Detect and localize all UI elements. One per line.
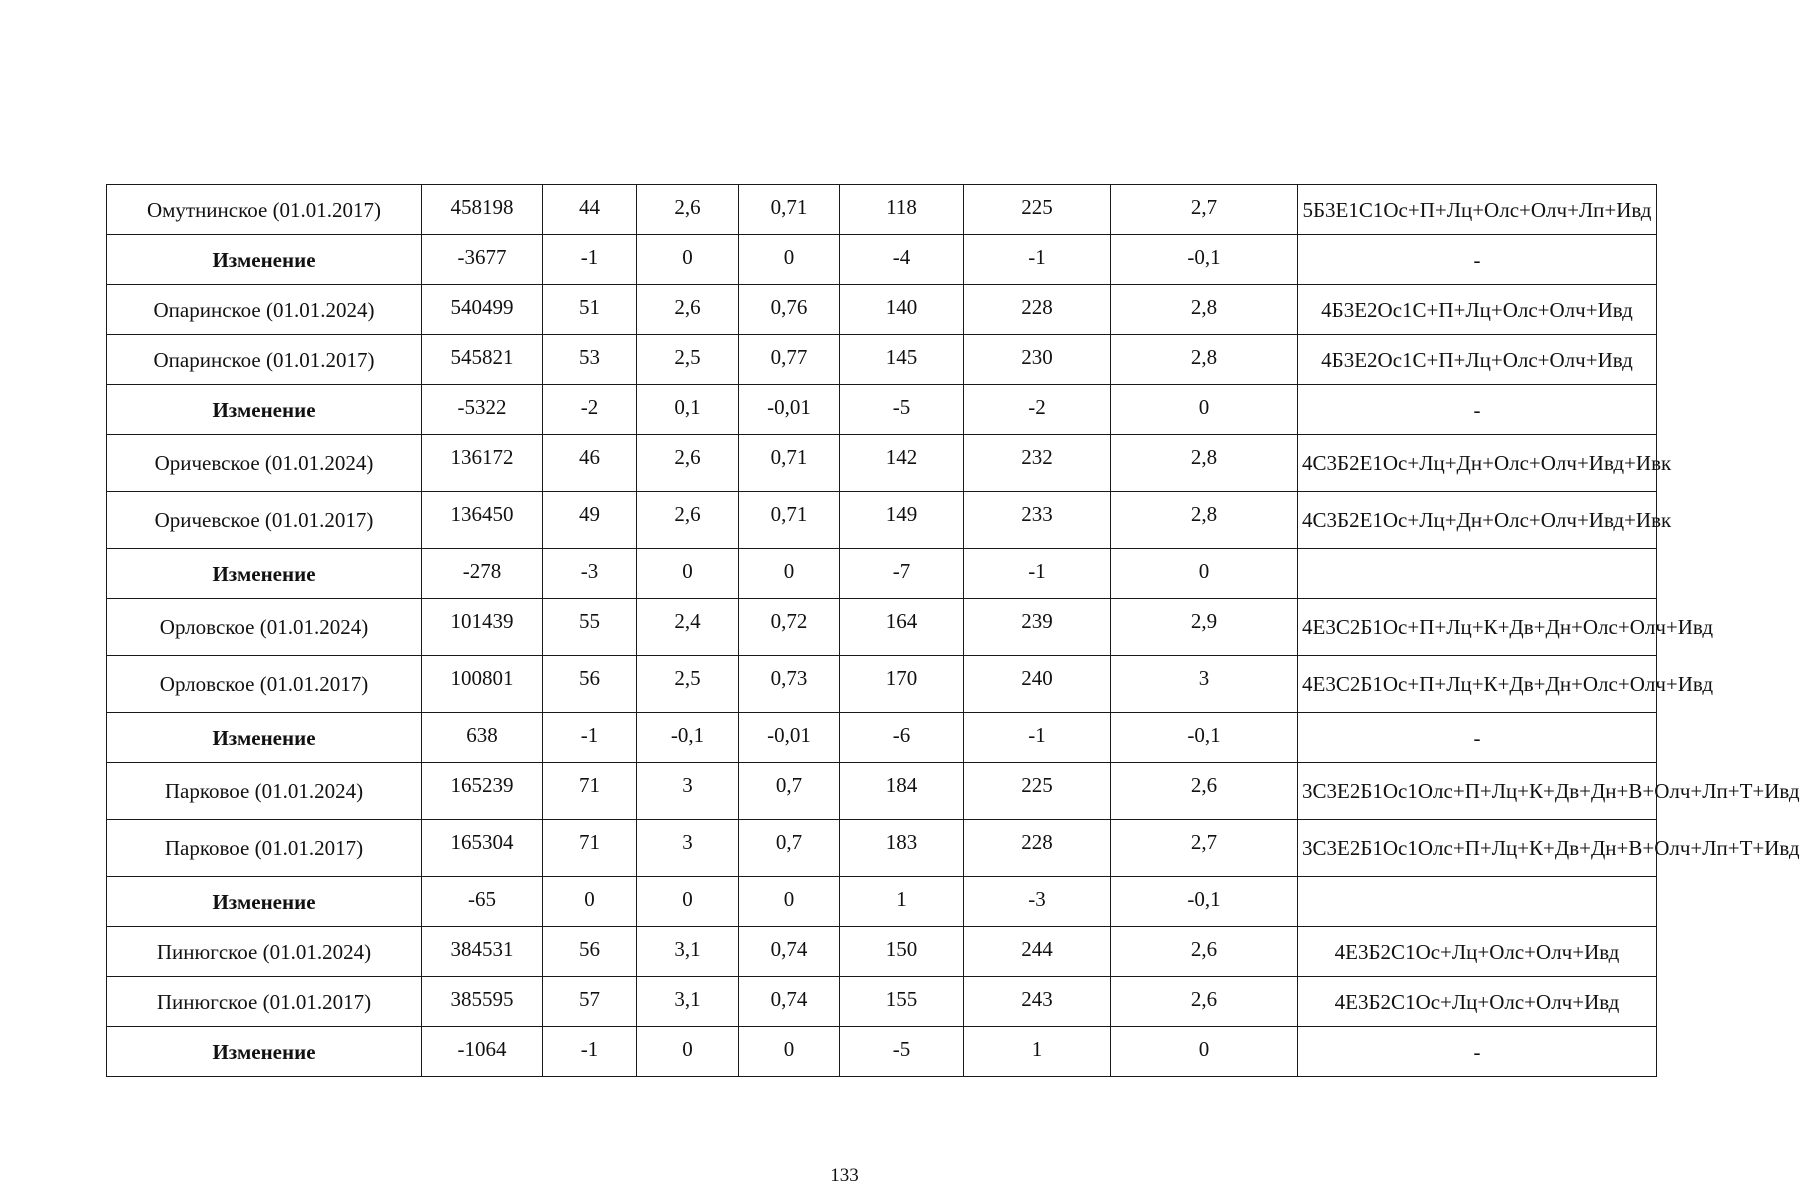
value-cell: 0 xyxy=(637,1027,739,1077)
value-cell: 2,7 xyxy=(1111,820,1298,877)
value-cell: 0,73 xyxy=(739,656,840,713)
value-cell: 71 xyxy=(543,763,637,820)
value-cell: -278 xyxy=(422,549,543,599)
table-row xyxy=(107,435,1657,492)
value-cell: 0 xyxy=(739,549,840,599)
value-cell: 2,7 xyxy=(1111,185,1298,235)
value-cell: 638 xyxy=(422,713,543,763)
value-cell: 0,74 xyxy=(739,977,840,1027)
value-cell: 1 xyxy=(964,1027,1111,1077)
value-cell: 0 xyxy=(739,877,840,927)
value-cell: 1 xyxy=(840,877,964,927)
change-label: Изменение xyxy=(107,549,422,599)
value-cell: 183 xyxy=(840,820,964,877)
table-row xyxy=(107,763,1657,820)
value-cell: -3 xyxy=(543,549,637,599)
value-cell: -1064 xyxy=(422,1027,543,1077)
species-composition-cell: - xyxy=(1298,235,1657,285)
table-row xyxy=(107,285,1657,335)
value-cell: 239 xyxy=(964,599,1111,656)
value-cell: 0 xyxy=(637,877,739,927)
value-cell: -7 xyxy=(840,549,964,599)
value-cell: 545821 xyxy=(422,335,543,385)
change-row xyxy=(107,713,1657,763)
table-row xyxy=(107,977,1657,1027)
value-cell: 136172 xyxy=(422,435,543,492)
species-composition-cell: 4С3Б2Е1Ос+Лц+Дн+Олс+Олч+Ивд+Ивк xyxy=(1298,435,1657,492)
value-cell: -1 xyxy=(543,235,637,285)
table-body xyxy=(107,185,1800,1077)
region-name: Омутнинское (01.01.2017) xyxy=(107,185,422,235)
value-cell: -1 xyxy=(964,549,1111,599)
value-cell: 540499 xyxy=(422,285,543,335)
species-composition-cell xyxy=(1298,877,1657,927)
value-cell: 0,71 xyxy=(739,435,840,492)
region-name: Опаринское (01.01.2017) xyxy=(107,335,422,385)
value-cell: 0,74 xyxy=(739,927,840,977)
value-cell: 51 xyxy=(543,285,637,335)
table-row xyxy=(107,820,1657,877)
value-cell: -0,01 xyxy=(739,385,840,435)
value-cell: 57 xyxy=(543,977,637,1027)
species-composition-cell: 4Е3Б2С1Ос+Лц+Олс+Олч+Ивд xyxy=(1298,977,1657,1027)
region-name: Пинюгское (01.01.2024) xyxy=(107,927,422,977)
value-cell: -3677 xyxy=(422,235,543,285)
value-cell: 2,6 xyxy=(637,435,739,492)
value-cell: 385595 xyxy=(422,977,543,1027)
change-label: Изменение xyxy=(107,385,422,435)
value-cell: 2,5 xyxy=(637,335,739,385)
value-cell: -1 xyxy=(964,235,1111,285)
value-cell: 100801 xyxy=(422,656,543,713)
value-cell: 55 xyxy=(543,599,637,656)
value-cell: 3 xyxy=(637,820,739,877)
region-name: Оричевское (01.01.2024) xyxy=(107,435,422,492)
value-cell: 0 xyxy=(739,1027,840,1077)
value-cell: -5 xyxy=(840,385,964,435)
value-cell: 2,6 xyxy=(1111,977,1298,1027)
value-cell: -1 xyxy=(543,1027,637,1077)
value-cell: 118 xyxy=(840,185,964,235)
species-composition-cell: 4С3Б2Е1Ос+Лц+Дн+Олс+Олч+Ивд+Ивк xyxy=(1298,492,1657,549)
species-composition-cell: 4Б3Е2Ос1С+П+Лц+Олс+Олч+Ивд xyxy=(1298,285,1657,335)
value-cell: 2,8 xyxy=(1111,492,1298,549)
value-cell: -2 xyxy=(964,385,1111,435)
species-composition-cell: 4Е3С2Б1Ос+П+Лц+К+Дв+Дн+Олс+Олч+Ивд xyxy=(1298,599,1657,656)
value-cell: 150 xyxy=(840,927,964,977)
value-cell: 136450 xyxy=(422,492,543,549)
value-cell: 2,8 xyxy=(1111,285,1298,335)
value-cell: 0 xyxy=(1111,1027,1298,1077)
value-cell: -1 xyxy=(543,713,637,763)
value-cell: 2,6 xyxy=(637,185,739,235)
value-cell: -1 xyxy=(964,713,1111,763)
value-cell: -65 xyxy=(422,877,543,927)
value-cell: -0,1 xyxy=(1111,713,1298,763)
table-row xyxy=(107,185,1657,235)
value-cell: 165304 xyxy=(422,820,543,877)
value-cell: 232 xyxy=(964,435,1111,492)
value-cell: 225 xyxy=(964,185,1111,235)
species-composition-cell: 3С3Е2Б1Ос1Олс+П+Лц+К+Дв+Дн+В+Олч+Лп+Т+Ивд xyxy=(1298,820,1657,877)
value-cell: 2,6 xyxy=(1111,763,1298,820)
forest-stats-table-container xyxy=(106,184,1800,1077)
value-cell: 145 xyxy=(840,335,964,385)
value-cell: -6 xyxy=(840,713,964,763)
value-cell: 0 xyxy=(1111,385,1298,435)
value-cell: 0,71 xyxy=(739,185,840,235)
value-cell: 155 xyxy=(840,977,964,1027)
value-cell: 49 xyxy=(543,492,637,549)
value-cell: 3 xyxy=(637,763,739,820)
value-cell: 0,76 xyxy=(739,285,840,335)
species-composition-cell xyxy=(1298,549,1657,599)
value-cell: 164 xyxy=(840,599,964,656)
value-cell: 2,8 xyxy=(1111,335,1298,385)
species-composition-cell: 4Б3Е2Ос1С+П+Лц+Олс+Олч+Ивд xyxy=(1298,335,1657,385)
value-cell: 240 xyxy=(964,656,1111,713)
value-cell: 244 xyxy=(964,927,1111,977)
change-row xyxy=(107,877,1657,927)
change-label: Изменение xyxy=(107,713,422,763)
value-cell: 230 xyxy=(964,335,1111,385)
value-cell: 46 xyxy=(543,435,637,492)
value-cell: 0,7 xyxy=(739,820,840,877)
value-cell: 2,6 xyxy=(1111,927,1298,977)
value-cell: -4 xyxy=(840,235,964,285)
value-cell: 170 xyxy=(840,656,964,713)
region-name: Опаринское (01.01.2024) xyxy=(107,285,422,335)
species-composition-cell: - xyxy=(1298,385,1657,435)
value-cell: 101439 xyxy=(422,599,543,656)
value-cell: 0 xyxy=(637,549,739,599)
value-cell: -0,01 xyxy=(739,713,840,763)
value-cell: 44 xyxy=(543,185,637,235)
value-cell: 3,1 xyxy=(637,927,739,977)
region-name: Орловское (01.01.2017) xyxy=(107,656,422,713)
value-cell: 0,1 xyxy=(637,385,739,435)
value-cell: 0,7 xyxy=(739,763,840,820)
value-cell: 384531 xyxy=(422,927,543,977)
value-cell: 0 xyxy=(543,877,637,927)
value-cell: 228 xyxy=(964,820,1111,877)
value-cell: 233 xyxy=(964,492,1111,549)
value-cell: 2,6 xyxy=(637,492,739,549)
species-composition-cell: 3С3Е2Б1Ос1Олс+П+Лц+К+Дв+Дн+В+Олч+Лп+Т+Ивд xyxy=(1298,763,1657,820)
species-composition-cell: 4Е3Б2С1Ос+Лц+Олс+Олч+Ивд xyxy=(1298,927,1657,977)
value-cell: -5 xyxy=(840,1027,964,1077)
change-label: Изменение xyxy=(107,877,422,927)
region-name: Орловское (01.01.2024) xyxy=(107,599,422,656)
change-label: Изменение xyxy=(107,235,422,285)
value-cell: 0 xyxy=(1111,549,1298,599)
page-number: 133 xyxy=(830,1165,859,1186)
value-cell: 140 xyxy=(840,285,964,335)
region-name: Пинюгское (01.01.2017) xyxy=(107,977,422,1027)
value-cell: -0,1 xyxy=(637,713,739,763)
value-cell: -5322 xyxy=(422,385,543,435)
table-row xyxy=(107,492,1657,549)
value-cell: 0,72 xyxy=(739,599,840,656)
value-cell: 56 xyxy=(543,656,637,713)
value-cell: -3 xyxy=(964,877,1111,927)
region-name: Парковое (01.01.2017) xyxy=(107,820,422,877)
value-cell: 149 xyxy=(840,492,964,549)
change-label: Изменение xyxy=(107,1027,422,1077)
value-cell: 3,1 xyxy=(637,977,739,1027)
species-composition-cell: 5Б3Е1С1Ос+П+Лц+Олс+Олч+Лп+Ивд xyxy=(1298,185,1657,235)
value-cell: 2,4 xyxy=(637,599,739,656)
region-name: Парковое (01.01.2024) xyxy=(107,763,422,820)
value-cell: 2,5 xyxy=(637,656,739,713)
value-cell: 56 xyxy=(543,927,637,977)
species-composition-cell: - xyxy=(1298,1027,1657,1077)
forest-stats-table xyxy=(106,184,1800,1077)
value-cell: 0 xyxy=(637,235,739,285)
region-name: Оричевское (01.01.2017) xyxy=(107,492,422,549)
value-cell: -0,1 xyxy=(1111,877,1298,927)
change-row xyxy=(107,1027,1657,1077)
value-cell: -0,1 xyxy=(1111,235,1298,285)
change-row xyxy=(107,549,1657,599)
value-cell: 184 xyxy=(840,763,964,820)
value-cell: 2,8 xyxy=(1111,435,1298,492)
value-cell: 71 xyxy=(543,820,637,877)
value-cell: -2 xyxy=(543,385,637,435)
value-cell: 225 xyxy=(964,763,1111,820)
value-cell: 2,9 xyxy=(1111,599,1298,656)
value-cell: 0,77 xyxy=(739,335,840,385)
table-row xyxy=(107,927,1657,977)
value-cell: 165239 xyxy=(422,763,543,820)
species-composition-cell: - xyxy=(1298,713,1657,763)
value-cell: 53 xyxy=(543,335,637,385)
value-cell: 0 xyxy=(739,235,840,285)
value-cell: 2,6 xyxy=(637,285,739,335)
table-row xyxy=(107,599,1657,656)
change-row xyxy=(107,385,1657,435)
value-cell: 0,71 xyxy=(739,492,840,549)
value-cell: 142 xyxy=(840,435,964,492)
table-row xyxy=(107,335,1657,385)
value-cell: 228 xyxy=(964,285,1111,335)
value-cell: 458198 xyxy=(422,185,543,235)
table-row xyxy=(107,656,1657,713)
value-cell: 243 xyxy=(964,977,1111,1027)
change-row xyxy=(107,235,1657,285)
species-composition-cell: 4Е3С2Б1Ос+П+Лц+К+Дв+Дн+Олс+Олч+Ивд xyxy=(1298,656,1657,713)
value-cell: 3 xyxy=(1111,656,1298,713)
